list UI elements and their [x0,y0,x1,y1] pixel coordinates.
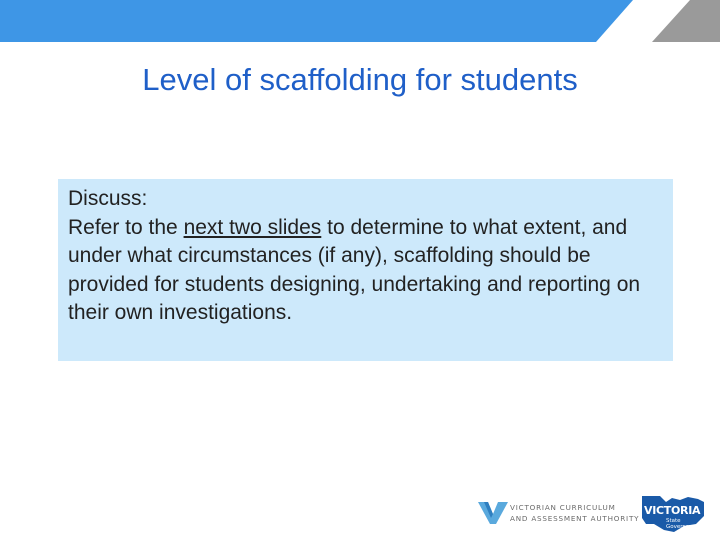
discuss-heading: Discuss: [68,187,148,210]
state-government-text [666,518,700,530]
vcaa-line-2: AND ASSESSMENT AUTHORITY [510,514,640,523]
discuss-box [58,179,673,361]
vic-state-line-2: Government [666,524,701,530]
vcaa-name [510,502,639,524]
banner-blue-stripe [0,0,633,42]
discuss-text-before: Refer to the [68,215,184,239]
victoria-government-logo [640,494,706,534]
slide-title: Level of scaffolding for students [142,62,578,97]
next-slides-link[interactable]: next two slides [183,215,322,239]
vcaa-line-1: VICTORIAN CURRICULUM [510,503,616,512]
banner-gray-stripe [652,0,720,42]
victoria-word: VICTORIA [644,504,701,517]
vic-state-line-1: State [666,518,681,524]
vcaa-logo [478,496,640,530]
header-banner [0,0,720,44]
vcaa-chevron-icon [478,500,508,524]
discuss-text-after: to determine to what extent, and under what circumstances (if any), scaffolding should be provided for students designing, undertaking and reporting on their own investigations. [68,215,641,324]
